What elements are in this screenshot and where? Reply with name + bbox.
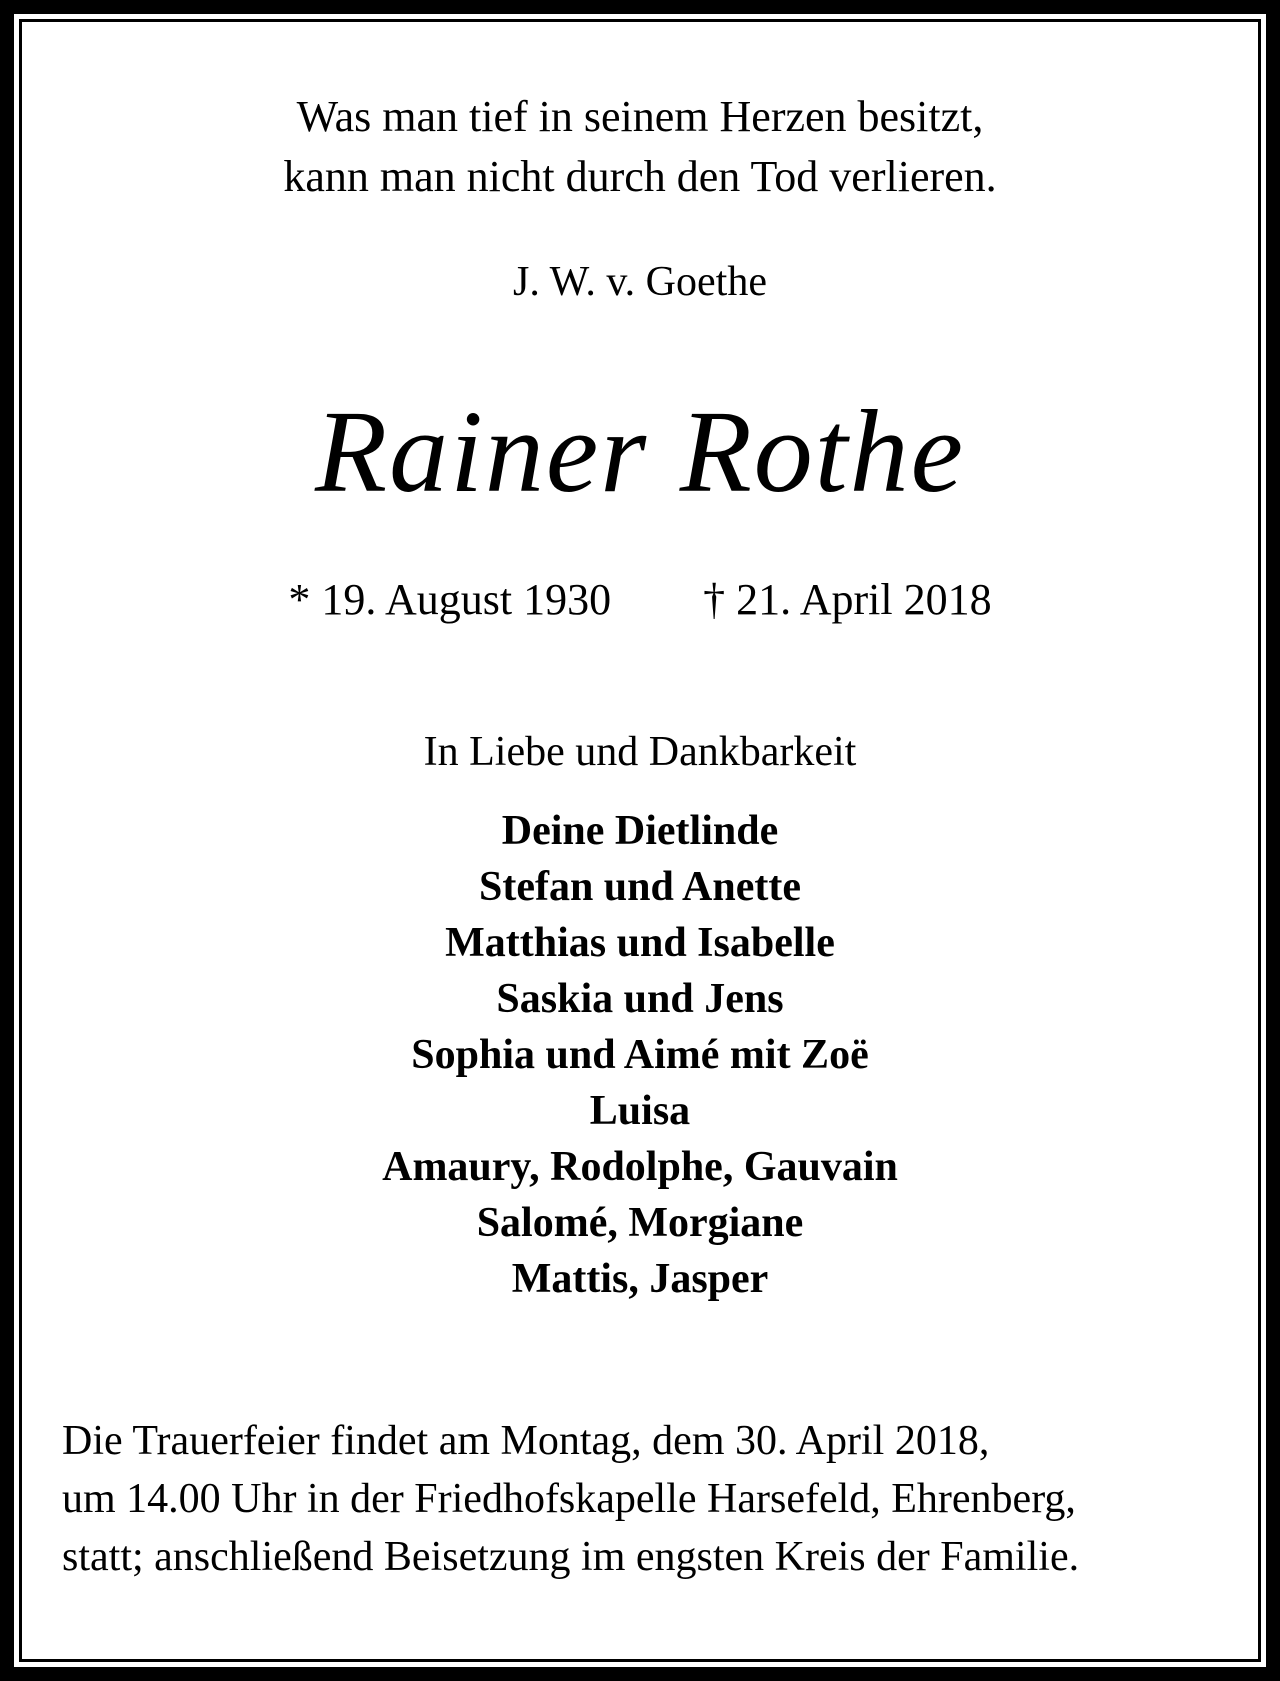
mourner-line: Luisa [589, 1088, 691, 1134]
life-dates [22, 570, 1258, 630]
mourner-line: Salomé, Morgiane [476, 1200, 804, 1246]
mourner-line: Deine Dietlinde [501, 808, 779, 854]
quote-line-1: Was man tief in seinem Herzen besitzt, [296, 92, 984, 141]
mourner-line: Amaury, Rodolphe, Gauvain [382, 1144, 898, 1190]
mourner-line: Matthias und Isabelle [445, 920, 835, 966]
quote-line-2: kann man nicht durch den Tod verlieren. [283, 152, 997, 201]
mourner-line: Stefan und Anette [478, 864, 802, 910]
deceased-name: Rainer Rothe [315, 386, 965, 517]
quote [22, 87, 1258, 207]
mourner-line: Saskia und Jens [496, 976, 784, 1022]
mourner-line: Mattis, Jasper [511, 1256, 769, 1302]
mourner-line: Sophia und Aimé mit Zoë [411, 1032, 869, 1078]
dedication: In Liebe und Dankbarkeit [423, 729, 857, 775]
quote-author: J. W. v. Goethe [513, 259, 767, 305]
obituary-notice [22, 22, 1258, 1659]
mourners-list [22, 803, 1258, 1307]
notice-line-2: um 14.00 Uhr in der Friedhofskapelle Harsefeld, Ehrenberg, [62, 1476, 1076, 1522]
notice-line-1: Die Trauerfeier findet am Montag, dem 30. April 2018, [62, 1418, 990, 1464]
birth-date: * 19. August 1930 [288, 575, 612, 624]
funeral-notice [62, 1412, 1242, 1586]
notice-line-3: statt; anschließend Beisetzung im engsten Kreis der Familie. [62, 1534, 1080, 1580]
death-date: † 21. April 2018 [703, 575, 992, 624]
